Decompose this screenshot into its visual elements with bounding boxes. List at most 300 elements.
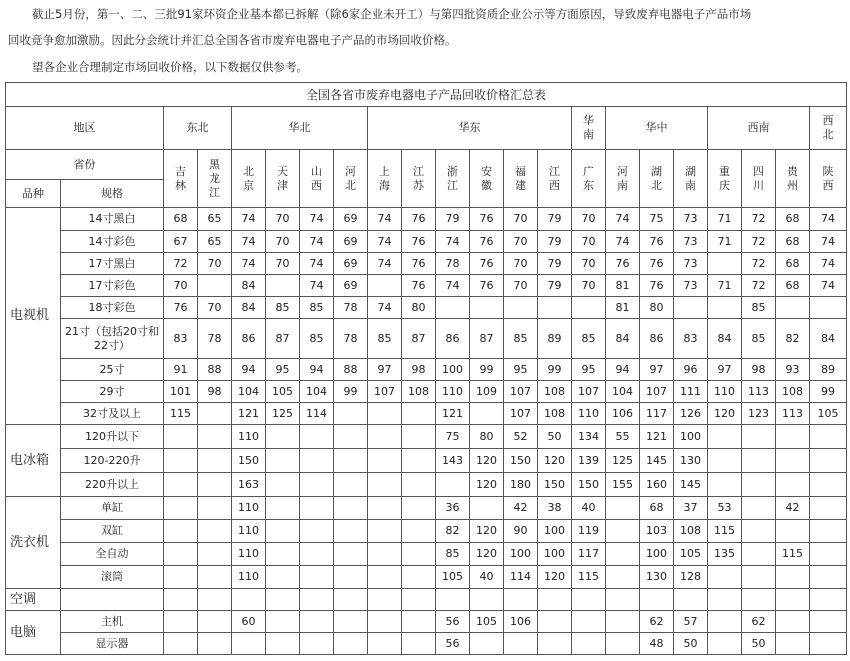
- price-cell: 105: [266, 381, 300, 403]
- price-cell: [334, 497, 368, 520]
- price-cell: 94: [300, 359, 334, 381]
- spec-cell: 25寸: [61, 359, 164, 381]
- price-cell: [266, 633, 300, 655]
- price-cell: 72: [742, 231, 776, 253]
- price-cell: 120: [470, 520, 504, 543]
- price-cell: [368, 589, 402, 611]
- price-cell: 81: [606, 275, 640, 297]
- price-cell: [164, 633, 198, 655]
- price-cell: 62: [742, 611, 776, 633]
- price-cell: 87: [470, 319, 504, 359]
- price-cell: 76: [640, 231, 674, 253]
- price-cell: [810, 473, 847, 497]
- price-cell: 74: [232, 208, 266, 231]
- price-cell: [402, 566, 436, 589]
- price-cell: [334, 611, 368, 633]
- price-cell: [300, 520, 334, 543]
- price-cell: [402, 425, 436, 449]
- province-cell: 安 徽: [470, 150, 504, 208]
- price-cell: 95: [572, 359, 606, 381]
- region-label: 地区: [6, 107, 164, 150]
- price-cell: 107: [572, 381, 606, 403]
- price-cell: 55: [606, 425, 640, 449]
- price-cell: 163: [232, 473, 266, 497]
- price-cell: [300, 425, 334, 449]
- price-cell: 74: [300, 253, 334, 275]
- price-cell: 76: [164, 297, 198, 319]
- table-row: [6, 319, 847, 359]
- price-cell: [776, 449, 810, 473]
- price-cell: 76: [470, 208, 504, 231]
- price-cell: [708, 297, 742, 319]
- price-cell: 70: [572, 231, 606, 253]
- price-cell: 83: [674, 319, 708, 359]
- price-cell: 74: [300, 231, 334, 253]
- price-cell: [300, 473, 334, 497]
- price-cell: [708, 566, 742, 589]
- price-cell: [334, 449, 368, 473]
- price-cell: [402, 633, 436, 655]
- price-cell: 50: [538, 425, 572, 449]
- price-cell: 74: [368, 208, 402, 231]
- price-cell: [436, 297, 470, 319]
- price-cell: [368, 633, 402, 655]
- price-cell: [334, 520, 368, 543]
- price-cell: [470, 589, 504, 611]
- price-cell: 76: [402, 208, 436, 231]
- price-cell: 74: [300, 275, 334, 297]
- price-cell: 111: [674, 381, 708, 403]
- price-cell: [742, 520, 776, 543]
- spec-cell: 21寸（包括20寸和22寸）: [61, 319, 164, 359]
- price-cell: 115: [572, 566, 606, 589]
- price-cell: 101: [164, 381, 198, 403]
- price-cell: [810, 425, 847, 449]
- region-cell: 华 南: [572, 107, 606, 150]
- price-cell: 139: [572, 449, 606, 473]
- price-cell: [198, 403, 232, 425]
- price-cell: 87: [266, 319, 300, 359]
- price-cell: [470, 403, 504, 425]
- province-row: [6, 150, 847, 180]
- table-row: [6, 566, 847, 589]
- price-cell: 107: [504, 381, 538, 403]
- price-cell: 68: [776, 253, 810, 275]
- price-cell: 78: [334, 297, 368, 319]
- price-cell: 120: [538, 449, 572, 473]
- price-cell: [470, 497, 504, 520]
- price-cell: 134: [572, 425, 606, 449]
- price-cell: 99: [470, 359, 504, 381]
- price-cell: 76: [640, 275, 674, 297]
- price-cell: [198, 473, 232, 497]
- price-cell: 104: [300, 381, 334, 403]
- price-cell: 74: [606, 208, 640, 231]
- price-cell: 70: [572, 208, 606, 231]
- price-cell: [810, 520, 847, 543]
- price-cell: 76: [402, 231, 436, 253]
- price-cell: 100: [640, 543, 674, 566]
- price-cell: 121: [436, 403, 470, 425]
- price-cell: 37: [674, 497, 708, 520]
- province-cell: 重 庆: [708, 150, 742, 208]
- price-cell: [810, 543, 847, 566]
- intro-paragraph-2: 回收竞争愈加激励。因此分会统计并汇总全国各省市废弃电器电子产品的市场回收价格。: [8, 33, 457, 47]
- price-cell: 82: [776, 319, 810, 359]
- table-row: [6, 208, 847, 231]
- category-label: 品种: [6, 180, 61, 208]
- region-cell: 西南: [708, 107, 810, 150]
- price-cell: 68: [776, 208, 810, 231]
- spec-label: 规格: [61, 180, 164, 208]
- table-row: [6, 520, 847, 543]
- price-cell: [708, 633, 742, 655]
- table-row: [6, 543, 847, 566]
- price-cell: 75: [436, 425, 470, 449]
- price-cell: 84: [606, 319, 640, 359]
- province-cell: 上 海: [368, 150, 402, 208]
- spec-cell: 17寸彩色: [61, 275, 164, 297]
- price-cell: 85: [504, 319, 538, 359]
- price-cell: 100: [674, 425, 708, 449]
- price-cell: [368, 473, 402, 497]
- price-cell: 74: [368, 253, 402, 275]
- price-cell: [606, 611, 640, 633]
- price-cell: 70: [266, 231, 300, 253]
- price-cell: 82: [436, 520, 470, 543]
- price-cell: 145: [640, 449, 674, 473]
- price-cell: [368, 403, 402, 425]
- price-cell: 114: [504, 566, 538, 589]
- intro-paragraph-1: 截止5月份，第一、二、三批91家环资企业基本都已拆解（除6家企业未开工）与第四批资质企业公示等方面原因，导致废弃电器电子产品市场: [32, 7, 752, 21]
- price-cell: 86: [232, 319, 266, 359]
- price-cell: 89: [538, 319, 572, 359]
- price-cell: 38: [538, 497, 572, 520]
- price-cell: 56: [436, 611, 470, 633]
- price-cell: 85: [572, 319, 606, 359]
- price-cell: [300, 589, 334, 611]
- price-cell: [810, 297, 847, 319]
- price-cell: 105: [674, 543, 708, 566]
- price-cell: [334, 543, 368, 566]
- price-cell: 78: [334, 319, 368, 359]
- price-cell: [810, 589, 847, 611]
- price-table: [5, 82, 847, 655]
- price-cell: [334, 589, 368, 611]
- price-cell: 70: [572, 275, 606, 297]
- price-cell: [606, 566, 640, 589]
- price-cell: 113: [742, 381, 776, 403]
- price-cell: 180: [504, 473, 538, 497]
- price-cell: [402, 611, 436, 633]
- price-cell: 68: [776, 231, 810, 253]
- price-cell: 95: [266, 359, 300, 381]
- price-cell: 69: [334, 275, 368, 297]
- price-cell: 117: [572, 543, 606, 566]
- price-cell: [300, 497, 334, 520]
- price-cell: 120: [470, 473, 504, 497]
- price-cell: [198, 449, 232, 473]
- price-cell: [810, 566, 847, 589]
- price-cell: 56: [436, 633, 470, 655]
- price-cell: 115: [708, 520, 742, 543]
- price-cell: 120: [470, 543, 504, 566]
- price-cell: 87: [402, 319, 436, 359]
- price-cell: 110: [572, 403, 606, 425]
- price-cell: 104: [606, 381, 640, 403]
- price-cell: [402, 473, 436, 497]
- price-cell: 52: [504, 425, 538, 449]
- spec-cell: [61, 589, 164, 611]
- price-cell: [198, 633, 232, 655]
- category-cell: 电冰箱: [6, 425, 61, 497]
- province-cell: 湖 北: [640, 150, 674, 208]
- price-cell: 130: [674, 449, 708, 473]
- price-cell: 78: [436, 253, 470, 275]
- price-cell: 115: [776, 543, 810, 566]
- price-cell: 97: [368, 359, 402, 381]
- province-cell: 河 北: [334, 150, 368, 208]
- price-cell: 60: [232, 611, 266, 633]
- price-cell: 110: [436, 381, 470, 403]
- price-cell: 106: [606, 403, 640, 425]
- price-cell: [300, 611, 334, 633]
- price-cell: 40: [470, 566, 504, 589]
- price-cell: [708, 473, 742, 497]
- spec-cell: 17寸黑白: [61, 253, 164, 275]
- price-cell: [538, 611, 572, 633]
- price-cell: 90: [504, 520, 538, 543]
- table-row: [6, 497, 847, 520]
- price-cell: 75: [640, 208, 674, 231]
- price-cell: 107: [504, 403, 538, 425]
- price-cell: 84: [810, 319, 847, 359]
- price-cell: 125: [266, 403, 300, 425]
- price-cell: [198, 589, 232, 611]
- price-cell: 88: [198, 359, 232, 381]
- price-cell: [368, 425, 402, 449]
- price-cell: 65: [198, 231, 232, 253]
- price-cell: [606, 497, 640, 520]
- price-cell: 117: [640, 403, 674, 425]
- price-cell: 85: [742, 319, 776, 359]
- price-cell: [164, 473, 198, 497]
- price-cell: [266, 425, 300, 449]
- price-cell: [742, 449, 776, 473]
- price-cell: [334, 633, 368, 655]
- price-cell: 74: [810, 208, 847, 231]
- price-cell: 85: [300, 319, 334, 359]
- price-cell: [164, 611, 198, 633]
- price-cell: 96: [674, 359, 708, 381]
- spec-cell: 单缸: [61, 497, 164, 520]
- price-cell: 110: [232, 566, 266, 589]
- region-row: [6, 107, 847, 150]
- price-cell: [776, 589, 810, 611]
- price-cell: 113: [776, 403, 810, 425]
- price-cell: 85: [300, 297, 334, 319]
- price-cell: 143: [436, 449, 470, 473]
- price-cell: [368, 543, 402, 566]
- price-cell: [368, 520, 402, 543]
- price-cell: [164, 543, 198, 566]
- price-cell: [674, 589, 708, 611]
- price-cell: 79: [538, 208, 572, 231]
- region-cell: 华北: [232, 107, 368, 150]
- price-cell: [368, 566, 402, 589]
- price-cell: 100: [436, 359, 470, 381]
- price-cell: [742, 497, 776, 520]
- price-cell: 50: [674, 633, 708, 655]
- price-cell: 103: [640, 520, 674, 543]
- province-cell: 江 苏: [402, 150, 436, 208]
- price-cell: [436, 473, 470, 497]
- price-cell: [300, 449, 334, 473]
- region-cell: 东北: [164, 107, 232, 150]
- price-cell: [266, 566, 300, 589]
- price-cell: 100: [538, 520, 572, 543]
- price-cell: [368, 449, 402, 473]
- price-cell: [742, 566, 776, 589]
- spec-cell: 主机: [61, 611, 164, 633]
- price-cell: [402, 449, 436, 473]
- price-cell: 76: [470, 231, 504, 253]
- province-cell: 吉 林: [164, 150, 198, 208]
- spec-cell: 双缸: [61, 520, 164, 543]
- price-cell: [776, 520, 810, 543]
- price-cell: 108: [538, 381, 572, 403]
- table-row: [6, 253, 847, 275]
- province-cell: 广 东: [572, 150, 606, 208]
- price-cell: [504, 633, 538, 655]
- category-cell: 电脑: [6, 611, 61, 655]
- price-cell: [266, 473, 300, 497]
- province-label: 省份: [6, 150, 164, 180]
- price-cell: 76: [402, 275, 436, 297]
- price-cell: 85: [266, 297, 300, 319]
- table-row: [6, 633, 847, 655]
- price-cell: 100: [504, 543, 538, 566]
- price-cell: [198, 543, 232, 566]
- price-cell: 108: [776, 381, 810, 403]
- price-cell: 89: [810, 359, 847, 381]
- price-cell: [266, 449, 300, 473]
- price-cell: 160: [640, 473, 674, 497]
- province-cell: 山 西: [300, 150, 334, 208]
- province-cell: 河 南: [606, 150, 640, 208]
- price-cell: [266, 520, 300, 543]
- price-cell: 110: [232, 497, 266, 520]
- price-cell: 85: [742, 297, 776, 319]
- price-cell: [266, 497, 300, 520]
- price-cell: 74: [810, 231, 847, 253]
- province-cell: 浙 江: [436, 150, 470, 208]
- price-cell: [334, 403, 368, 425]
- price-cell: [572, 611, 606, 633]
- price-cell: 150: [504, 449, 538, 473]
- price-cell: 80: [470, 425, 504, 449]
- price-cell: 115: [164, 403, 198, 425]
- price-cell: 128: [674, 566, 708, 589]
- price-cell: 62: [640, 611, 674, 633]
- price-cell: [334, 425, 368, 449]
- price-cell: [402, 589, 436, 611]
- price-cell: [606, 543, 640, 566]
- price-cell: [198, 425, 232, 449]
- price-cell: 145: [674, 473, 708, 497]
- price-cell: [198, 611, 232, 633]
- price-cell: 68: [640, 497, 674, 520]
- price-cell: [810, 611, 847, 633]
- price-cell: [164, 520, 198, 543]
- province-cell: 黑 龙 江: [198, 150, 232, 208]
- price-cell: 76: [470, 275, 504, 297]
- price-cell: 108: [538, 403, 572, 425]
- price-cell: 74: [436, 275, 470, 297]
- price-cell: 120: [708, 403, 742, 425]
- spec-cell: 32寸及以上: [61, 403, 164, 425]
- price-cell: 86: [436, 319, 470, 359]
- price-cell: 84: [232, 297, 266, 319]
- price-cell: 107: [368, 381, 402, 403]
- price-cell: 76: [470, 253, 504, 275]
- price-cell: [232, 589, 266, 611]
- price-cell: 69: [334, 253, 368, 275]
- price-cell: [742, 589, 776, 611]
- price-cell: 78: [198, 319, 232, 359]
- price-cell: [334, 473, 368, 497]
- price-cell: [708, 425, 742, 449]
- price-cell: 97: [708, 359, 742, 381]
- region-cell: 西 北: [810, 107, 847, 150]
- price-cell: [776, 297, 810, 319]
- price-cell: 99: [810, 381, 847, 403]
- price-cell: 74: [232, 253, 266, 275]
- price-cell: [606, 589, 640, 611]
- price-cell: 69: [334, 208, 368, 231]
- price-cell: 70: [164, 275, 198, 297]
- price-cell: 98: [742, 359, 776, 381]
- spec-cell: 全自动: [61, 543, 164, 566]
- price-cell: 125: [606, 449, 640, 473]
- price-cell: 86: [640, 319, 674, 359]
- price-cell: [742, 473, 776, 497]
- price-cell: 98: [402, 359, 436, 381]
- price-cell: 70: [198, 297, 232, 319]
- spec-cell: 29寸: [61, 381, 164, 403]
- price-cell: 74: [606, 231, 640, 253]
- price-cell: 73: [674, 253, 708, 275]
- price-cell: [198, 275, 232, 297]
- price-cell: [266, 543, 300, 566]
- price-cell: 74: [368, 231, 402, 253]
- price-cell: 72: [742, 275, 776, 297]
- price-cell: 85: [436, 543, 470, 566]
- price-cell: 70: [572, 253, 606, 275]
- price-cell: 70: [266, 208, 300, 231]
- price-cell: 74: [436, 231, 470, 253]
- price-cell: 150: [538, 473, 572, 497]
- price-cell: 84: [232, 275, 266, 297]
- price-cell: [538, 589, 572, 611]
- price-cell: 106: [504, 611, 538, 633]
- price-cell: 79: [538, 231, 572, 253]
- price-cell: 105: [470, 611, 504, 633]
- spec-cell: 18寸彩色: [61, 297, 164, 319]
- price-cell: 126: [674, 403, 708, 425]
- table-row: [6, 231, 847, 253]
- price-cell: [266, 611, 300, 633]
